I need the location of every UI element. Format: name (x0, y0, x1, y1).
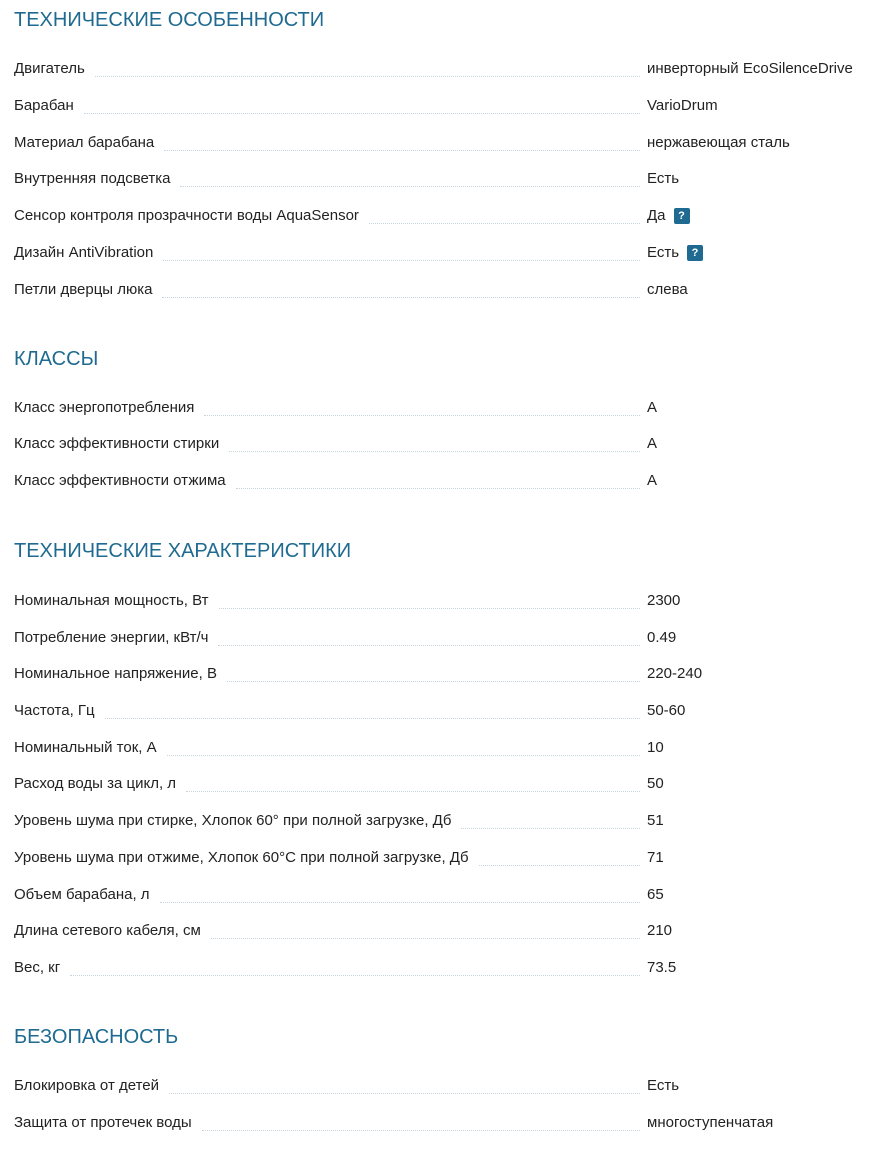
dotted-leader (180, 186, 640, 187)
spec-row (14, 1076, 874, 1098)
spec-label: Петли дверцы люка (14, 280, 158, 300)
spec-value-text: 65 (647, 886, 664, 903)
spec-value (647, 96, 718, 116)
dotted-leader (211, 938, 640, 939)
spec-row (14, 243, 874, 265)
spec-label: Потребление энергии, кВт/ч (14, 628, 214, 648)
spec-value (647, 774, 664, 794)
spec-label: Блокировка от детей (14, 1076, 165, 1096)
spec-value-text: Есть (647, 244, 680, 261)
spec-value (647, 243, 703, 263)
spec-row (14, 811, 874, 833)
spec-label: Номинальный ток, А (14, 738, 163, 758)
dotted-leader (369, 223, 640, 224)
spec-value-text: многоступенчатая (647, 1114, 774, 1131)
spec-label: Объем барабана, л (14, 885, 156, 905)
spec-row (14, 664, 874, 686)
spec-label: Дизайн AntiVibration (14, 243, 159, 263)
spec-row (14, 133, 874, 155)
spec-label: Уровень шума при стирке, Хлопок 60° при полной загрузке, Дб (14, 811, 457, 831)
spec-label: Номинальная мощность, Вт (14, 591, 215, 611)
dotted-leader (204, 415, 640, 416)
spec-value-text: A (647, 435, 658, 452)
spec-label: Длина сетевого кабеля, см (14, 921, 207, 941)
spec-label: Расход воды за цикл, л (14, 774, 182, 794)
spec-label: Частота, Гц (14, 701, 101, 721)
dotted-leader (95, 76, 640, 77)
spec-label: Номинальное напряжение, В (14, 664, 223, 684)
spec-value-text: 51 (647, 812, 664, 829)
spec-label: Уровень шума при отжиме, Хлопок 60°С при полной загрузке, Дб (14, 848, 475, 868)
spec-value-text: 220-240 (647, 665, 703, 682)
dotted-leader (236, 488, 640, 489)
spec-value-text: VarioDrum (647, 97, 718, 114)
spec-value-text: A (647, 399, 658, 416)
spec-value-text: инверторный EcoSilenceDrive (647, 60, 853, 77)
spec-row (14, 280, 874, 302)
spec-row (14, 591, 874, 613)
help-icon[interactable]: ? (687, 245, 703, 261)
spec-row (14, 169, 874, 191)
spec-value (647, 59, 853, 79)
spec-label: Защита от протечек воды (14, 1113, 198, 1133)
dotted-leader (202, 1130, 640, 1131)
spec-value (647, 701, 685, 721)
spec-row (14, 206, 874, 228)
spec-row (14, 958, 874, 980)
dotted-leader (105, 718, 640, 719)
spec-value (647, 434, 657, 454)
spec-value-text: 210 (647, 922, 673, 939)
spec-value (647, 921, 672, 941)
spec-value (647, 738, 664, 758)
section-title: КЛАССЫ (14, 348, 99, 370)
dotted-leader (169, 1093, 640, 1094)
spec-value (647, 591, 680, 611)
spec-value (647, 280, 688, 300)
spec-label: Двигатель (14, 59, 91, 79)
spec-value (647, 398, 657, 418)
spec-row (14, 434, 874, 456)
spec-value-text: 10 (647, 739, 664, 756)
spec-value-text: Есть (647, 1077, 680, 1094)
spec-value (647, 1076, 679, 1096)
spec-value (647, 628, 676, 648)
dotted-leader (164, 150, 640, 151)
spec-value-text: 50 (647, 775, 664, 792)
spec-value-text: 71 (647, 849, 664, 866)
spec-value (647, 1113, 773, 1133)
dotted-leader (461, 828, 640, 829)
spec-row (14, 848, 874, 870)
spec-label: Класс эффективности стирки (14, 434, 225, 454)
help-icon[interactable]: ? (674, 208, 690, 224)
section-title: ТЕХНИЧЕСКИЕ ОСОБЕННОСТИ (14, 9, 325, 31)
dotted-leader (186, 791, 640, 792)
spec-row (14, 701, 874, 723)
spec-value (647, 133, 790, 153)
spec-value-text: Да (647, 207, 666, 224)
spec-label: Класс эффективности отжима (14, 471, 232, 491)
spec-value (647, 206, 690, 226)
spec-label: Вес, кг (14, 958, 66, 978)
spec-label: Класс энергопотребления (14, 398, 200, 418)
spec-value (647, 848, 664, 868)
spec-row (14, 628, 874, 650)
spec-row (14, 59, 874, 81)
dotted-leader (167, 755, 640, 756)
dotted-leader (70, 975, 640, 976)
dotted-leader (162, 297, 640, 298)
spec-row (14, 96, 874, 118)
section-title: БЕЗОПАСНОСТЬ (14, 1026, 179, 1048)
spec-value-text: нержавеющая сталь (647, 134, 790, 151)
spec-row (14, 398, 874, 420)
spec-value (647, 811, 664, 831)
spec-row (14, 738, 874, 760)
spec-row (14, 774, 874, 796)
dotted-leader (218, 645, 640, 646)
dotted-leader (84, 113, 640, 114)
spec-value-text: A (647, 472, 658, 489)
spec-row (14, 471, 874, 493)
spec-value (647, 169, 679, 189)
dotted-leader (227, 681, 640, 682)
spec-label: Барабан (14, 96, 80, 116)
spec-value-text: 0.49 (647, 629, 677, 646)
spec-value (647, 885, 664, 905)
spec-label: Сенсор контроля прозрачности воды AquaSensor (14, 206, 365, 226)
dotted-leader (229, 451, 640, 452)
spec-row (14, 885, 874, 907)
dotted-leader (479, 865, 640, 866)
spec-row (14, 1113, 874, 1135)
spec-label: Материал барабана (14, 133, 160, 153)
dotted-leader (163, 260, 640, 261)
spec-value (647, 958, 676, 978)
spec-value (647, 664, 702, 684)
spec-value (647, 471, 657, 491)
section-title: ТЕХНИЧЕСКИЕ ХАРАКТЕРИСТИКИ (14, 540, 352, 562)
spec-value-text: Есть (647, 170, 680, 187)
spec-value-text: 50-60 (647, 702, 686, 719)
spec-value-text: слева (647, 281, 688, 298)
dotted-leader (160, 902, 640, 903)
dotted-leader (219, 608, 640, 609)
spec-value-text: 2300 (647, 592, 681, 609)
spec-row (14, 921, 874, 943)
spec-value-text: 73.5 (647, 959, 677, 976)
spec-label: Внутренняя подсветка (14, 169, 176, 189)
